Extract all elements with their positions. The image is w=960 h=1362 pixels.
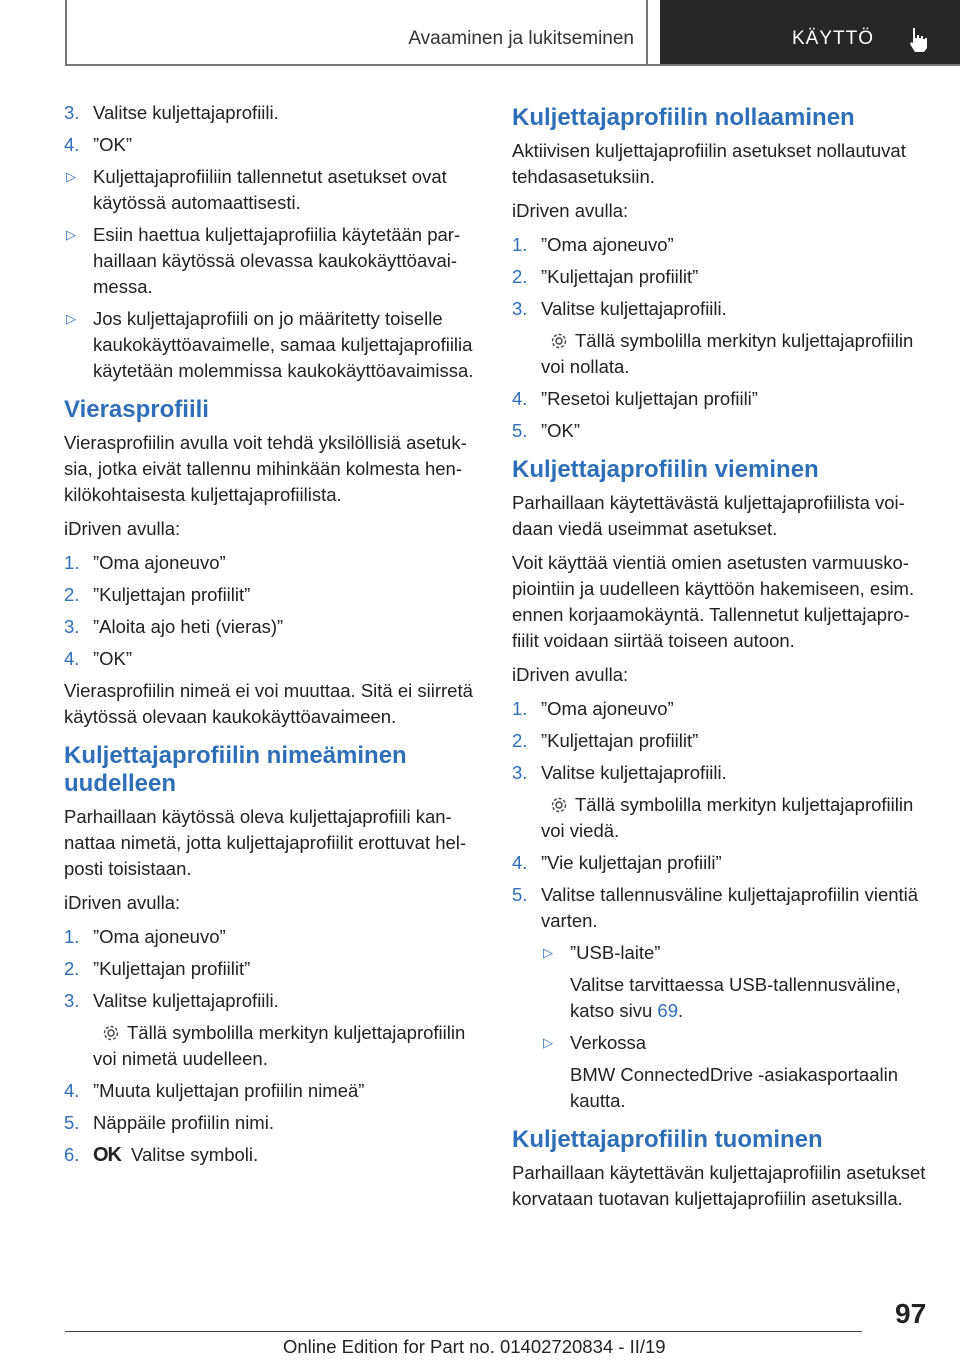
paragraph: Aktiivisen kuljettajaprofiilin asetukset nollautuvat tehdasasetuksiin. bbox=[512, 140, 906, 187]
left-column bbox=[64, 100, 484, 1174]
page-number: 97 bbox=[895, 1298, 927, 1329]
list-item: 3. ”Aloita ajo heti (vieras)” bbox=[64, 616, 284, 637]
ok-symbol-icon: OK bbox=[93, 1144, 121, 1166]
list-item: 6. OK Valitse symboli. bbox=[64, 1144, 259, 1166]
list-item: 2. ”Kuljettajan profiilit” bbox=[64, 584, 251, 605]
heading-import-profile: Kuljettajaprofiilin tuominen bbox=[512, 1126, 823, 1153]
list-item: 3. Valitse kuljettajaprofiili. bbox=[512, 298, 727, 319]
triangle-bullet-icon: ▷ bbox=[543, 945, 553, 960]
paragraph: Vierasprofiilin nimeä ei voi muuttaa. Sitä ei siirretä käytössä olevaan kaukokäyttöavaimeen. bbox=[64, 680, 473, 727]
sub-text: Valitse tarvittaessa USB-tallennusväline, katso sivu 69. bbox=[570, 974, 901, 1021]
heading-reset-profile: Kuljettajaprofiilin nollaaminen bbox=[512, 104, 855, 131]
list-item: 4. ”Muuta kuljettajan profiilin nimeä” bbox=[64, 1080, 365, 1101]
list-item: 5. ”OK” bbox=[512, 420, 581, 441]
header-section-box bbox=[65, 0, 648, 64]
footer-rule bbox=[65, 1331, 862, 1332]
list-item: 3. Valitse kuljettajaprofiili. bbox=[512, 762, 727, 783]
paragraph: Parhaillaan käytettävän kuljettajaprofiilin asetukset korvataan tuotavan kuljettajaprofiilin asetuksilla. bbox=[512, 1162, 926, 1209]
triangle-bullet-icon: ▷ bbox=[66, 227, 76, 242]
heading-export-profile: Kuljettajaprofiilin vieminen bbox=[512, 456, 819, 483]
paragraph: iDriven avulla: bbox=[64, 518, 181, 539]
sub-text: BMW ConnectedDrive -asiakasportaalin kautta. bbox=[570, 1064, 898, 1111]
triangle-bullet-icon: ▷ bbox=[66, 311, 76, 326]
note: Tällä symbolilla merkityn kuljettajaprofiilin voi viedä. bbox=[541, 794, 914, 841]
page-link[interactable]: 69 bbox=[657, 1000, 678, 1021]
header-chapter-title: KÄYTTÖ bbox=[792, 28, 875, 49]
paragraph: iDriven avulla: bbox=[64, 892, 181, 913]
list-item: 3. Valitse kuljettajaprofiili. bbox=[64, 102, 279, 123]
paragraph: Parhaillaan käytettävästä kuljettajaprofiilista voidaan viedä useimmat asetukset. bbox=[512, 492, 905, 539]
paragraph: Voit käyttää vientiä omien asetusten varmuuskopiointiin ja uudelleen käyttöön hakemiseen, esim. ennen korjaamokäyntä. Tallennetut kuljettajaprofiilit voidaan siirtää toiseen autoon. bbox=[512, 552, 915, 651]
list-item: 1. ”Oma ajoneuvo” bbox=[512, 234, 674, 255]
list-item: 4. ”OK” bbox=[64, 134, 133, 155]
heading-rename-profile: Kuljettajaprofiilin nimeäminen uudelleen bbox=[64, 742, 407, 797]
footer-edition: Online Edition for Part no. 01402720834 - II/19 bbox=[283, 1336, 666, 1357]
gear-icon bbox=[549, 331, 569, 351]
paragraph: Parhaillaan käytössä oleva kuljettajaprofiili kannattaa nimetä, jotta kuljettajaprofiilit erottuvat helposti toisistaan. bbox=[64, 806, 467, 879]
list-item: 2. ”Kuljettajan profiilit” bbox=[64, 958, 251, 979]
heading-guest-profile: Vierasprofiili bbox=[64, 396, 209, 423]
list-item: 1. ”Oma ajoneuvo” bbox=[64, 552, 226, 573]
list-item: 5. Näppäile profiilin nimi. bbox=[64, 1112, 274, 1133]
list-item: 4. ”Vie kuljettajan profiili” bbox=[512, 852, 722, 873]
note: Tällä symbolilla merkityn kuljettajaprofiilin voi nimetä uudelleen. bbox=[93, 1022, 466, 1069]
list-item: 2. ”Kuljettajan profiilit” bbox=[512, 266, 699, 287]
bullet-item: ▷ Esiin haettua kuljettajaprofiilia käytetään parhaillaan käytössä olevassa kaukokäyttöavaimessa. bbox=[66, 224, 461, 297]
gear-icon bbox=[549, 795, 569, 815]
right-column bbox=[512, 100, 930, 1220]
paragraph: Vierasprofiilin avulla voit tehdä yksilöllisiä asetuksia, jotka eivät tallennu mihinkään kolmesta henkilökohtaisesta kuljettajaprofiilista. bbox=[64, 432, 467, 505]
paragraph: iDriven avulla: bbox=[512, 664, 629, 685]
bullet-item: ▷ ”USB-laite” bbox=[512, 940, 930, 966]
list-item: 1. ”Oma ajoneuvo” bbox=[64, 926, 226, 947]
bullet-item: ▷ Verkossa bbox=[512, 1030, 930, 1056]
bullet-item: ▷ Jos kuljettajaprofiili on jo määritetty toiselle kaukokäyttöavaimelle, samaa kuljettajaprofiilia käytetään molemmissa kaukokäyttöavaimissa. bbox=[66, 308, 474, 381]
header-section-title: Avaaminen ja lukitseminen bbox=[408, 28, 634, 49]
list-item: 3. Valitse kuljettajaprofiili. bbox=[64, 990, 279, 1011]
hand-pointer-icon bbox=[908, 26, 930, 54]
bullet-item: ▷ Kuljettajaprofiiliin tallennetut asetukset ovat käytössä automaattisesti. bbox=[66, 166, 447, 213]
list-item: 2. ”Kuljettajan profiilit” bbox=[512, 730, 699, 751]
list-item: 5. Valitse tallennusväline kuljettajaprofiilin vientiä varten. bbox=[512, 884, 919, 931]
list-item: 1. ”Oma ajoneuvo” bbox=[512, 698, 674, 719]
gear-icon bbox=[101, 1023, 121, 1043]
note: Tällä symbolilla merkityn kuljettajaprofiilin voi nollata. bbox=[541, 330, 914, 377]
header-rule bbox=[65, 64, 960, 66]
list-item: 4. ”OK” bbox=[64, 648, 133, 669]
list-item: 4. ”Resetoi kuljettajan profiili” bbox=[512, 388, 758, 409]
triangle-bullet-icon: ▷ bbox=[543, 1035, 553, 1050]
paragraph: iDriven avulla: bbox=[512, 200, 629, 221]
triangle-bullet-icon: ▷ bbox=[66, 169, 76, 184]
header-chapter-box bbox=[660, 0, 960, 65]
